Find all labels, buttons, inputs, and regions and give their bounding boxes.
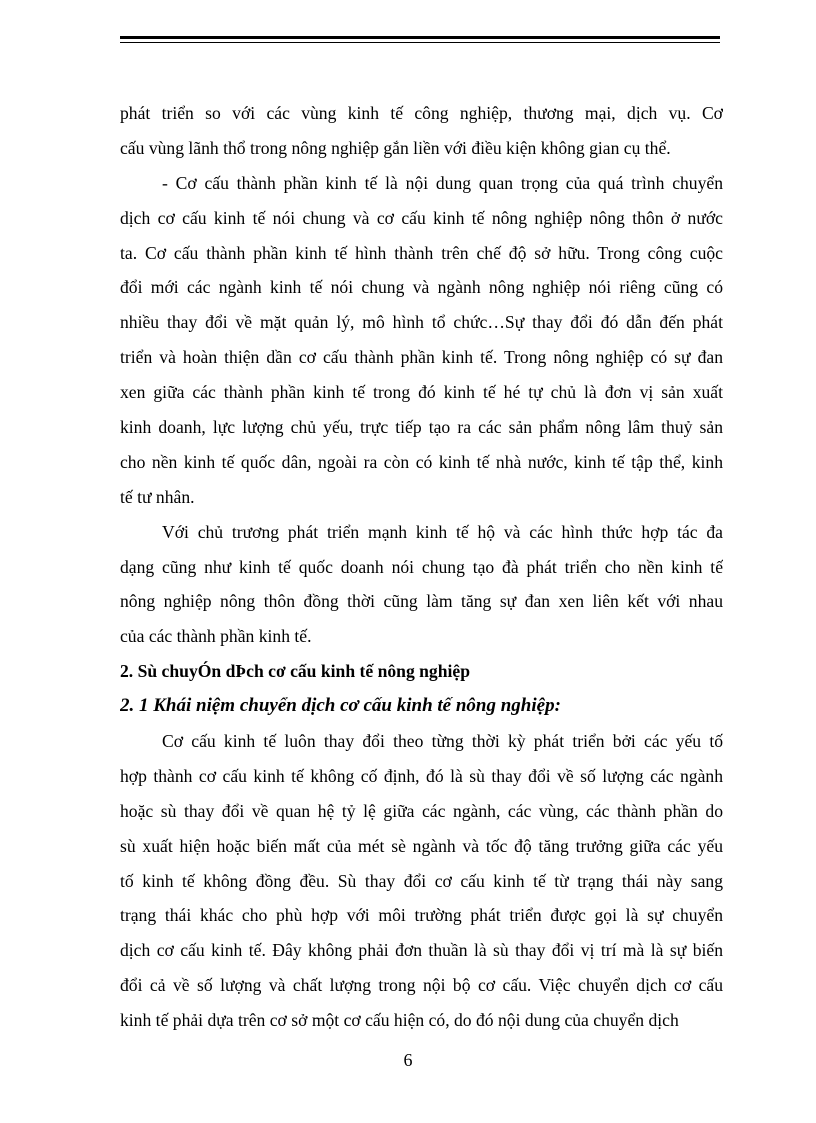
section-heading: 2. Sù chuyÓn dÞch cơ cấu kinh tế nông nghiệp [120,661,470,682]
paragraph-3 [120,515,723,655]
text-line: kinh tế phải dựa trên cơ sở một cơ cấu hiện có, do đó nội dung của chuyển dịch [120,1010,679,1031]
header-rule [120,36,720,43]
subsection-heading: 2. 1 Khái niệm chuyển dịch cơ cấu kinh tế nông nghiệp: [120,695,561,717]
text-line: phát triển so với các vùng kinh tế công nghiệp, thương mại, dịch vụ. Cơ [120,103,723,123]
text-line: đổi cả về số lượng và chất lượng trong nội bộ cơ cấu. Việc chuyển dịch cơ cấu [120,975,723,996]
text-line: trạng thái khác cho phù hợp với môi trường phát triển được gọi là sự chuyển [120,905,723,926]
text-line: hoặc sù thay đổi về quan hệ tỷ lệ giữa các ngành, các vùng, các thành phần do [120,800,723,821]
text-line: nhiều thay đổi về mặt quản lý, mô hình tổ chức…Sự thay đổi đó dẫn đến phát [120,312,723,333]
text-line: hợp thành cơ cấu kinh tế không cố định, đó là sù thay đổi về số lượng các ngành [120,765,723,786]
text-line: - Cơ cấu thành phần kinh tế là nội dung quan trọng của quá trình chuyển [162,172,723,193]
page-number: 6 [403,1050,413,1070]
text-line: tế tư nhân. [120,486,195,507]
text-line: dịch cơ cấu kinh tế. Đây không phải đơn thuần là sù thay đổi vị trí mà là sự biến [120,940,723,961]
text-line: xen giữa các thành phần kinh tế trong đó kinh tế hé tự chủ là đơn vị sản xuất [120,382,723,403]
paragraph-2 [120,166,723,515]
text-line: Cơ cấu kinh tế luôn thay đổi theo từng thời kỳ phát triển bởi các yếu tố [162,731,723,752]
text-line: cấu vùng lãnh thổ trong nông nghiệp gắn liền với điều kiện không gian cụ thể. [120,137,671,158]
text-line: kinh doanh, lực lượng chủ yếu, trực tiếp tạo ra các sản phẩm nông lâm thuỷ sản [120,417,723,438]
text-line: sù xuất hiện hoặc biến mất của mét sè ngành và tốc độ tăng trưởng giữa các yếu [120,835,723,856]
text-line: triển và hoàn thiện dần cơ cấu thành phần kinh tế. Trong nông nghiệp có sự đan [120,347,723,368]
text-line: dịch cơ cấu kinh tế nói chung và cơ cấu kinh tế nông nghiệp nông thôn ở nước [120,207,723,228]
text-line: tố kinh tế không đồng đều. Sù thay đổi cơ cấu kinh tế từ trạng thái này sang [120,870,723,891]
text-line: ta. Cơ cấu thành phần kinh tế hình thành trên chế độ sở hữu. Trong công cuộc [120,242,723,263]
paragraph-1 [120,96,723,166]
text-line: nông nghiệp nông thôn đồng thời cũng làm tăng sự đan xen liên kết với nhau [120,591,723,612]
text-line: cho nền kinh tế quốc dân, ngoài ra còn có kinh tế nhà nước, kinh tế tập thể, kinh [120,451,723,472]
text-line: Với chủ trương phát triển mạnh kinh tế hộ và các hình thức hợp tác đa [162,521,723,542]
text-line: dạng cũng như kinh tế quốc doanh nói chung tạo đà phát triển cho nền kinh tế [120,556,723,577]
paragraph-4 [120,724,723,1038]
document-body [120,96,723,1038]
text-line: của các thành phần kinh tế. [120,626,312,647]
text-line: đổi mới các ngành kinh tế nói chung và ngành nông nghiệp nói riêng cũng có [120,277,723,298]
